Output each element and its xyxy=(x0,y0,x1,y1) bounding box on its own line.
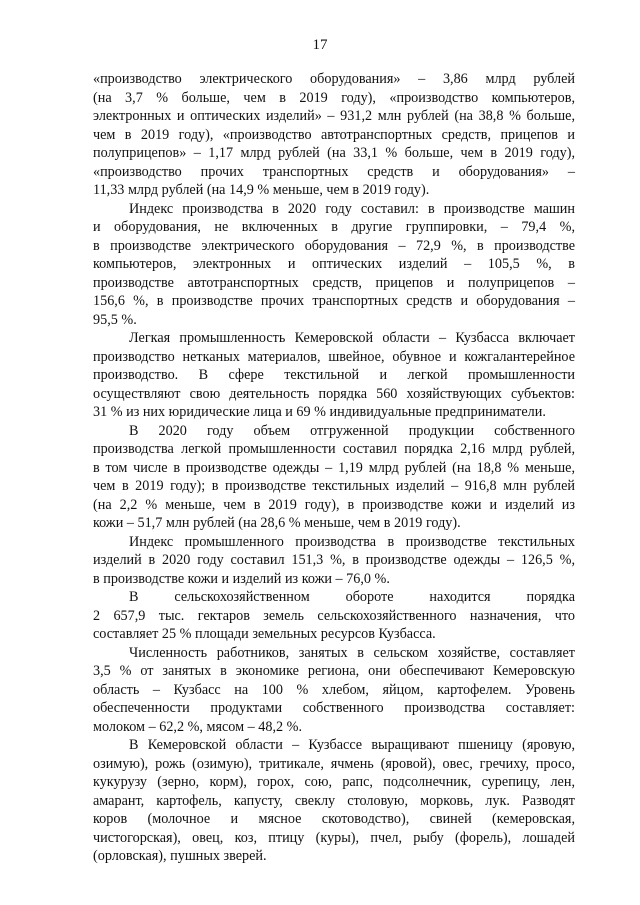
text-line: чем в 2019 году); в производстве текстильных изделий – 916,8 млн рублей xyxy=(93,478,575,494)
paragraph xyxy=(93,588,575,644)
text-line: В 2020 году объем отгруженной продукции собственного xyxy=(129,422,575,439)
paragraph xyxy=(93,644,575,737)
text-line: В сельскохозяйственном обороте находится порядка xyxy=(129,589,575,605)
paragraph xyxy=(93,422,575,533)
body-text xyxy=(93,70,575,866)
paragraph xyxy=(93,736,575,866)
text-line: (на 2,2 % меньше, чем в 2019 году), в производстве кожи и изделий из xyxy=(93,496,575,513)
text-line: коров (молочное и мясное скотоводство), свиней (кемеровская, xyxy=(93,811,575,827)
text-line: и оборудования, не включенных в другие группировки, – 79,4 %, xyxy=(93,219,575,235)
text-line: «производство электрического оборудования» – 3,86 млрд рублей xyxy=(93,71,575,87)
text-line: производство нетканых материалов, швейное, обувное и кожгалантерейное xyxy=(93,348,575,365)
text-line: составляет 25 % площади земельных ресурсов Кузбасса. xyxy=(93,626,436,642)
text-line: 3,5 % от занятых в экономике региона, они обеспечивают Кемеровскую xyxy=(93,663,575,679)
text-line: в производстве кожи и изделий из кожи – 76,0 %. xyxy=(93,570,390,587)
text-line: 31 % из них юридические лица и 69 % индивидуальные предприниматели. xyxy=(93,404,546,420)
text-line: амарант, картофель, капусту, свеклу столовую, морковь, лук. Разводят xyxy=(93,792,575,809)
text-line: область – Кузбасс на 100 % хлебом, яйцом, картофелем. Уровень xyxy=(93,681,575,698)
text-line: в производстве электрического оборудования – 72,9 %, в производстве xyxy=(93,237,575,254)
text-line: 11,33 млрд рублей (на 14,9 % меньше, чем в 2019 году). xyxy=(93,182,430,198)
text-line: 156,6 %, в производстве прочих транспортных средств и оборудования – xyxy=(93,293,575,309)
text-line: кожи – 51,7 млн рублей (на 28,6 % меньше, чем в 2019 году). xyxy=(93,515,461,531)
paragraph xyxy=(93,200,575,330)
text-line: «производство прочих транспортных средств и оборудования» – xyxy=(93,163,575,180)
text-line: производства легкой промышленности составил порядка 2,16 млрд рублей, xyxy=(93,441,575,457)
text-line: изделий в 2020 году составил 151,3 %, в производстве одежды – 126,5 %, xyxy=(93,552,575,568)
text-line: Легкая промышленность Кемеровской области – Кузбасса включает xyxy=(129,330,575,346)
text-line: чистогорская), овец, коз, птицу (куры), пчел, рыбу (форель), лошадей xyxy=(93,829,575,846)
text-line: производство. В сфере текстильной и легкой промышленности xyxy=(93,367,575,383)
text-line: электронных и оптических изделий» – 931,2 млн рублей (на 38,8 % больше, xyxy=(93,108,575,124)
text-line: В Кемеровской области – Кузбассе выращивают пшеницу (яровую, xyxy=(129,737,575,753)
text-line: чем в 2019 году), «производство автотранспортных средств, прицепов и xyxy=(93,126,575,143)
text-line: молоком – 62,2 %, мясом – 48,2 %. xyxy=(93,718,303,735)
text-line: осуществляют свою деятельность порядка 560 хозяйствующих субъектов: xyxy=(93,385,575,402)
text-line: 2 657,9 тыс. гектаров земель сельскохозяйственного назначения, что xyxy=(93,607,575,624)
text-line: компьютеров, электронных и оптических изделий – 105,5 %, в xyxy=(93,256,575,272)
paragraph xyxy=(93,533,575,589)
text-line: в том числе в производстве одежды – 1,19 млрд рублей (на 18,8 % меньше, xyxy=(93,459,575,476)
text-line: кукурузу (зерно, корм), горох, сою, рапс, подсолнечник, сурепицу, лен, xyxy=(93,774,575,790)
text-line: (орловская), пушных зверей. xyxy=(93,848,267,864)
text-line: озимую), рожь (озимую), тритикале, ячмень (яровой), овес, гречиху, просо, xyxy=(93,755,575,772)
paragraph xyxy=(93,329,575,422)
text-line: обеспеченности продуктами собственного производства составляет: xyxy=(93,700,575,716)
page-number: 17 xyxy=(312,37,328,53)
paragraph xyxy=(93,70,575,200)
text-line: Индекс промышленного производства в производстве текстильных xyxy=(129,533,575,550)
text-line: (на 3,7 % больше, чем в 2019 году), «производство компьютеров, xyxy=(93,89,575,106)
text-line: Численность работников, занятых в сельском хозяйстве, составляет xyxy=(129,644,575,661)
text-line: 95,5 %. xyxy=(93,311,137,328)
text-line: полуприцепов» – 1,17 млрд рублей (на 33,1 % больше, чем в 2019 году), xyxy=(93,145,575,161)
text-line: Индекс производства в 2020 году составил: в производстве машин xyxy=(129,200,575,217)
text-line: производстве автотранспортных средств, прицепов и полуприцепов – xyxy=(93,274,575,291)
